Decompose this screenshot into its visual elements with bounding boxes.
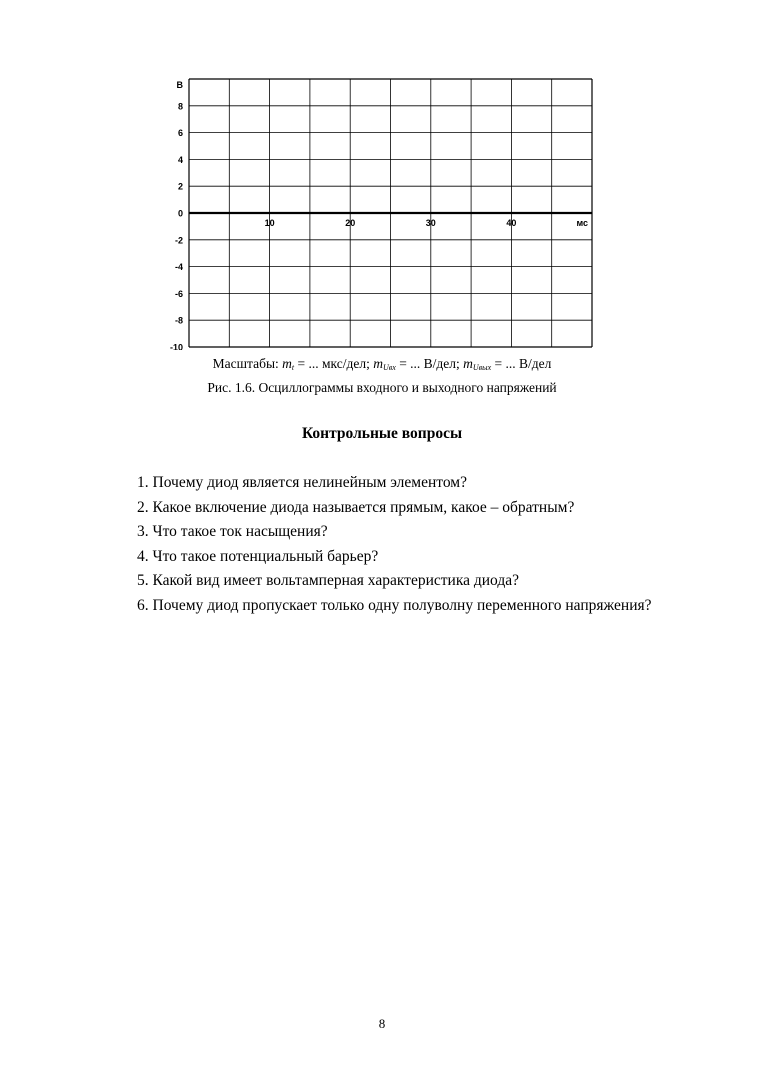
y-tick-label: -6 — [174, 288, 183, 299]
y-tick-label: -4 — [174, 262, 183, 273]
scale-uout-value: = ... В/дел — [491, 356, 552, 371]
scale-m-uout-sub: Uвых — [472, 363, 492, 372]
question-item: 1. Почему диод является нелинейным элементом? — [137, 474, 467, 491]
y-tick-label: -8 — [174, 315, 183, 326]
questions-list — [92, 471, 672, 618]
scale-time-value: = ... мкс/дел; — [294, 356, 374, 371]
y-tick-label: -10 — [169, 342, 183, 350]
y-tick-label: 6 — [177, 128, 183, 139]
scale-uin-value: = ... В/дел; — [395, 356, 464, 371]
scales-line — [0, 356, 764, 372]
scale-m-time: m — [282, 356, 292, 371]
y-tick-label: 0 — [177, 208, 183, 219]
x-tick-label: 40 — [506, 218, 517, 228]
scale-m-uin: m — [373, 356, 383, 371]
question-item: 3. Что такое ток насыщения? — [137, 523, 328, 540]
scale-m-uout: m — [463, 356, 473, 371]
question-item: 4. Что такое потенциальный барьер? — [137, 547, 379, 565]
question-item: 2. Какое включение диода называется прямым, какое – обратным? — [137, 498, 575, 516]
y-tick-label: 4 — [177, 154, 183, 165]
page-number: 8 — [378, 1016, 386, 1031]
section-title: Контрольные вопросы — [301, 425, 463, 442]
question-item: 5. Какой вид имеет вольтамперная характеристика диода? — [137, 572, 519, 589]
y-tick-label: 8 — [177, 101, 183, 112]
oscillogram-grid — [0, 0, 764, 350]
figure-caption: Рис. 1.6. Осциллограммы входного и выходного напряжений — [207, 380, 557, 395]
x-tick-label: 10 — [264, 218, 275, 228]
scales-prefix: Масштабы: — [212, 356, 283, 371]
y-tick-label: -2 — [174, 235, 183, 246]
x-axis-label: мс — [576, 218, 588, 228]
x-tick-label: 20 — [345, 218, 356, 228]
tick-labels — [170, 80, 588, 350]
x-tick-label: 30 — [425, 218, 436, 228]
question-item: 6. Почему диод пропускает только одну полуволну переменного напряжения? — [137, 596, 652, 614]
y-tick-label: 2 — [177, 181, 183, 192]
y-axis-label: В — [176, 80, 183, 90]
scale-m-time-sub: t — [291, 363, 295, 372]
scale-m-uin-sub: Uвх — [383, 363, 396, 372]
